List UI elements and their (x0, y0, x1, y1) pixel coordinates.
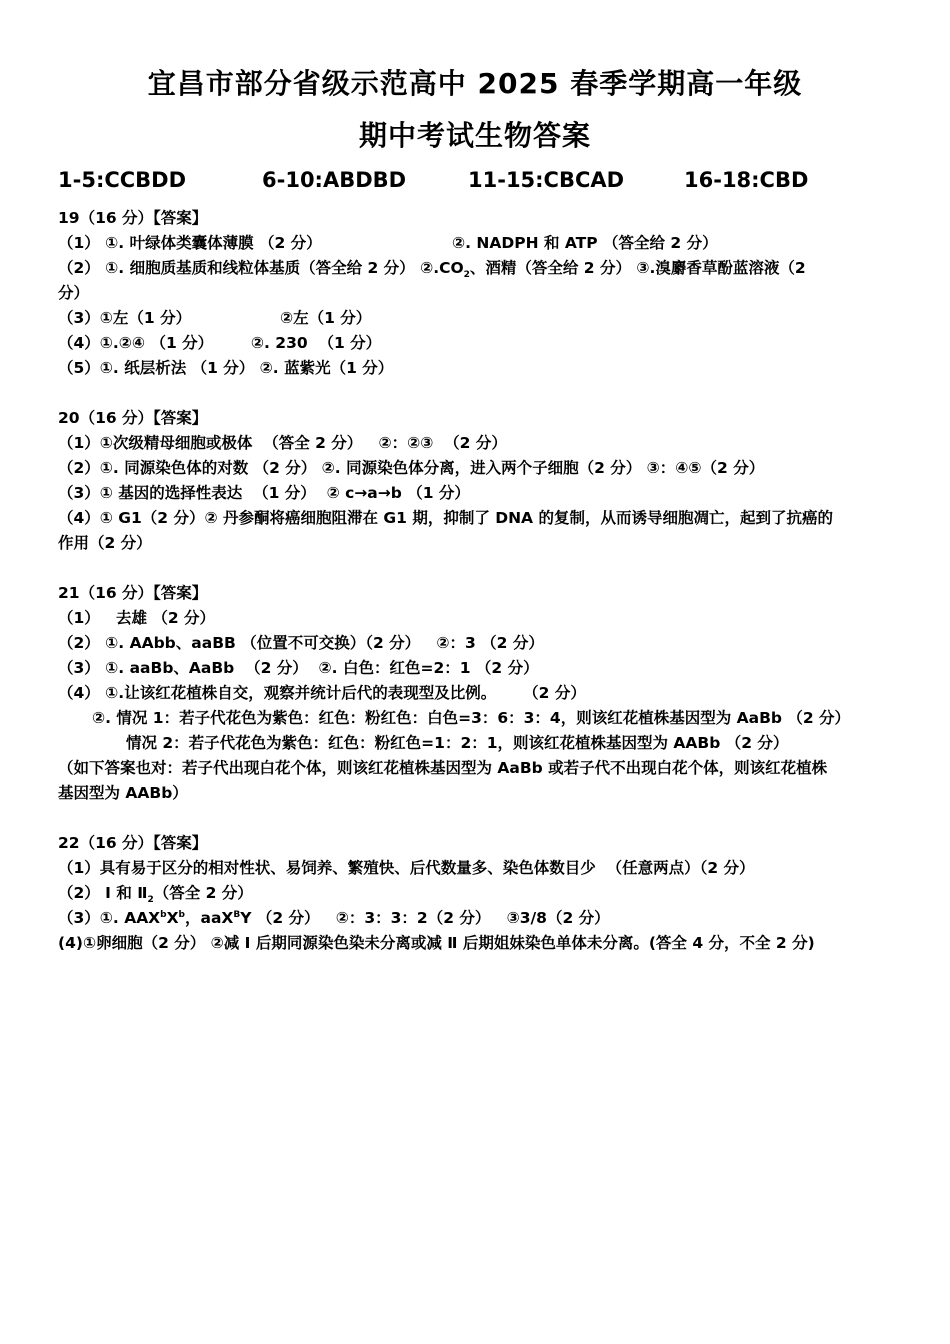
page-subtitle: 期中考试生物答案 (358, 119, 591, 152)
q19-part4: （4）①.②④ （1 分） ②. 230 （1 分） (58, 334, 382, 352)
q20-part4-cont: 作用（2 分） (58, 534, 152, 552)
page-title: 宜昌市部分省级示范高中 2025 春季学期高一年级 (147, 67, 803, 100)
q21-part4-c: 情况 2：若子代花色为紫色：红色：粉红色=1：2：1，则该红花植株基因型为 AABb （2 分） (126, 734, 789, 752)
q22-part3-text-aa: ，aaX (185, 909, 234, 927)
q22-part3-sup: b (178, 909, 185, 920)
q22-part2-text-end: （答全 2 分） (153, 884, 253, 902)
q22-part1: （1）具有易于区分的相对性状、易饲养、繁殖快、后代数量多、染色体数目少 （任意两点）（2 分） (58, 859, 755, 877)
q21-part1: （1） 去雄 （2 分） (58, 609, 216, 627)
q21-part4-a: （4） ①.让该红花植株自交，观察并统计后代的表现型及比例。 （2 分） (58, 684, 586, 702)
q22-part3-sup: b (160, 909, 167, 920)
q22-part4: (4)①卵细胞（2 分） ②减 Ⅰ 后期同源染色染未分离或减 Ⅱ 后期姐妹染色单体未分离。(答全 4 分，不全 2 分) (58, 934, 815, 952)
q19-part2-cont: 分） (58, 284, 90, 302)
q19-part2 (58, 258, 806, 281)
q22-part3 (58, 908, 610, 928)
q22-heading: 22（16 分）【答案】 (58, 834, 208, 852)
q21-part3: （3） ①. aaBb、AaBb （2 分） ②. 白色：红色=2：1 （2 分） (58, 659, 539, 677)
choice-answer-1-5: 1-5:CCBDD (58, 168, 187, 192)
q20-part3: （3）① 基因的选择性表达 （1 分） ② c→a→b （1 分） (58, 484, 470, 502)
q19-part2-text-end: 、酒精（答全给 2 分） ③.溴麝香草酚蓝溶液（2 (469, 259, 806, 277)
q19-part3-a: （3）①左（1 分） (58, 309, 192, 327)
q19-part1-b: ②. NADPH 和 ATP （答全给 2 分） (452, 234, 718, 252)
q21-heading: 21（16 分）【答案】 (58, 584, 208, 602)
choice-answer-16-18: 16-18:CBD (684, 168, 809, 192)
q19-heading: 19（16 分）【答案】 (58, 209, 208, 227)
q21-note-cont: 基因型为 AABb） (58, 784, 188, 802)
choice-answer-11-15: 11-15:CBCAD (468, 168, 625, 192)
q19-part5: （5）①. 纸层析法 （1 分） ②. 蓝紫光（1 分） (58, 359, 394, 377)
q22-part3-text-end: Y （2 分） ②：3：3：2（2 分） ③3/8（2 分） (240, 909, 610, 927)
q22-part2 (58, 883, 253, 906)
q22-part3-text: （3）①. AAX (58, 909, 161, 927)
q22-part3-text-x: X (166, 909, 179, 927)
choice-answer-6-10: 6-10:ABDBD (262, 168, 407, 192)
q19-part2-text: （2） ①. 细胞质基质和线粒体基质（答全给 2 分） ②.CO (58, 259, 464, 277)
q19-part3-b: ②左（1 分） (280, 309, 372, 327)
q21-note: （如下答案也对：若子代出现白花个体，则该红花植株基因型为 AaBb 或若子代不出现白花个体，则该红花植株 (58, 759, 828, 777)
q22-part2-subscript: 2 (147, 895, 154, 906)
q20-part2: （2）①. 同源染色体的对数 （2 分） ②. 同源染色体分离，进入两个子细胞（2 分） ③：④⑤（2 分） (58, 459, 765, 477)
q21-part4-b: ②. 情况 1：若子代花色为紫色：红色：粉红色：白色=3：6：3：4，则该红花植株基因型为 AaBb （2 分） (92, 709, 851, 727)
q22-part3-sup: B (233, 909, 241, 920)
q20-part1: （1）①次级精母细胞或极体 （答全 2 分） ②：②③ （2 分） (58, 434, 507, 452)
q19-part2-subscript: 2 (463, 270, 470, 281)
q20-part4: （4）① G1（2 分）② 丹参酮将癌细胞阻滞在 G1 期，抑制了 DNA 的复制，从而诱导细胞凋亡，起到了抗癌的 (58, 509, 833, 527)
q21-part2: （2） ①. AAbb、aaBB （位置不可交换）（2 分） ②：3 （2 分） (58, 634, 544, 652)
q20-heading: 20（16 分）【答案】 (58, 409, 208, 427)
q19-part1-a: （1） ①. 叶绿体类囊体薄膜 （2 分） (58, 234, 322, 252)
q22-part2-text: （2） Ⅰ 和 Ⅱ (58, 884, 148, 902)
